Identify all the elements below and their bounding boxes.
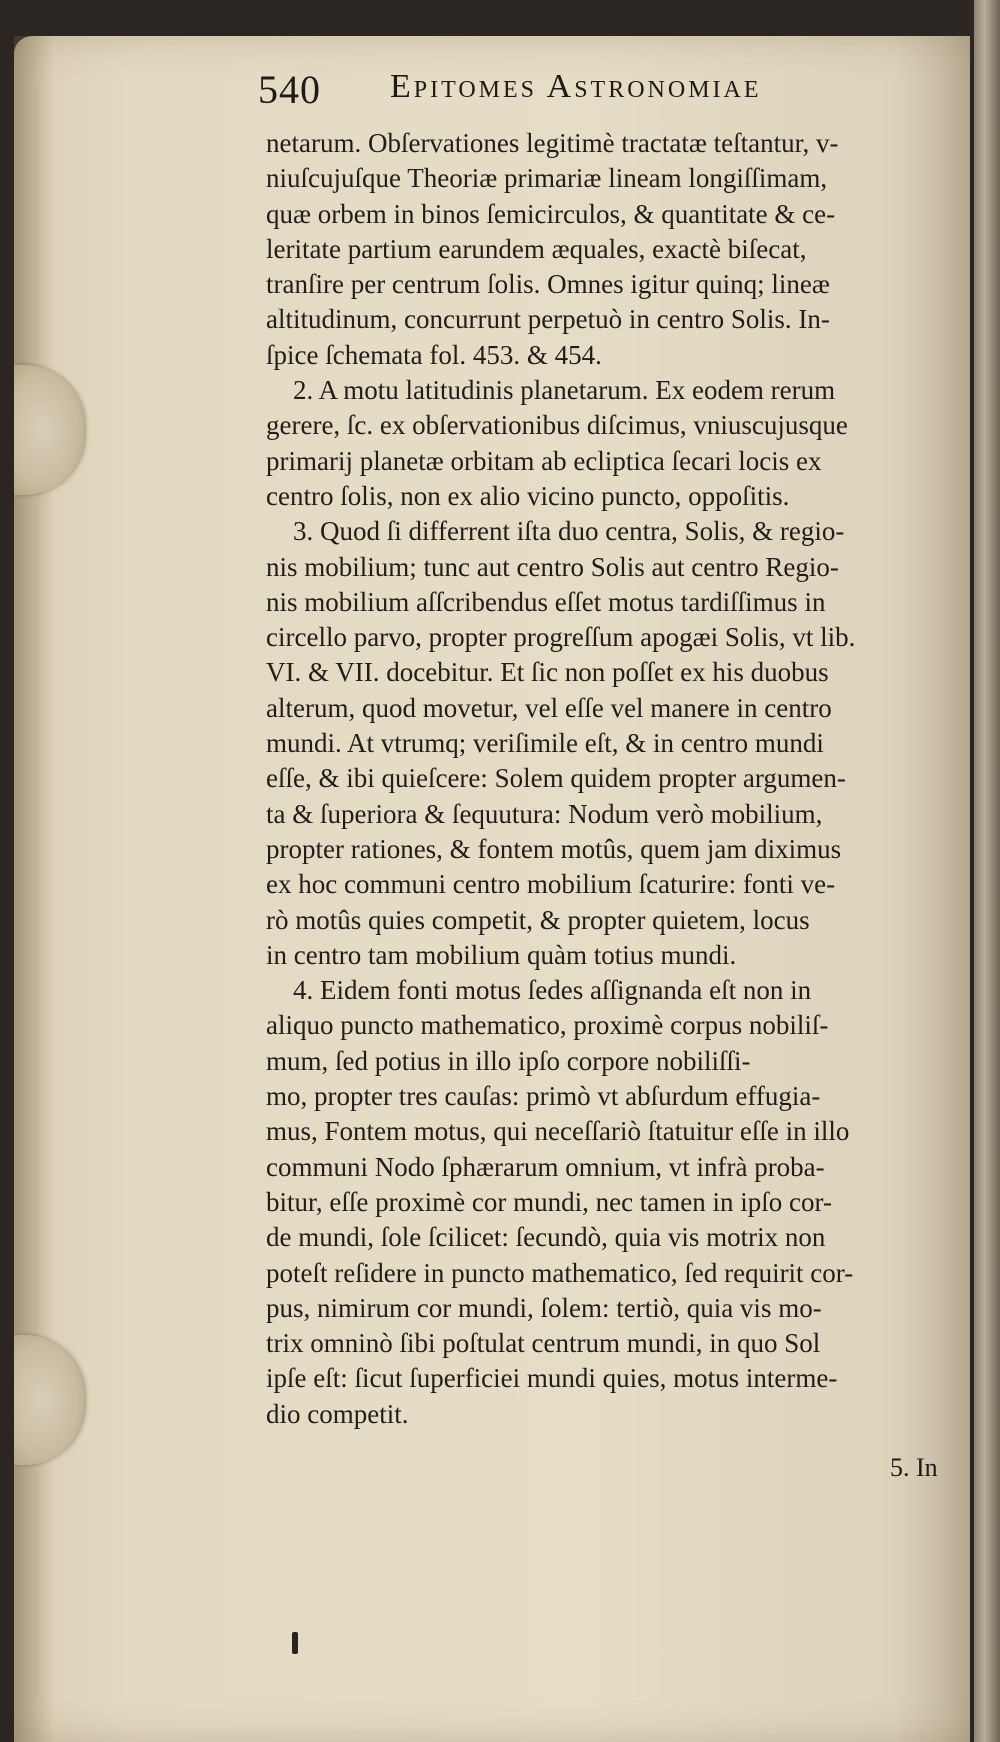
text-line: bitur, eſſe proximè cor mundi, nec tamen in ipſo cor- — [266, 1186, 832, 1217]
text-line: ex hoc communi centro mobilium ſcaturire: fonti ve- — [266, 869, 836, 900]
text-line: nis mobilium aſſcribendus eſſet motus tardiſſimus in — [266, 586, 826, 617]
text-line: VI. & VII. docebitur. Et ſic non poſſet ex his duobus — [266, 657, 829, 688]
text-line: poteſt reſidere in puncto mathematico, ſed requirit cor- — [266, 1257, 854, 1288]
text-line: pus, nimirum cor mundi, ſolem: tertiò, quia vis mo- — [266, 1292, 822, 1323]
text-line: gerere, ſc. ex obſervationibus diſcimus, vniuscujusque — [266, 410, 848, 441]
text-line: propter rationes, & fontem motûs, quem jam diximus — [266, 833, 842, 864]
page-header — [258, 66, 898, 122]
text-line: de mundi, ſole ſcilicet: ſecundò, quia vis motrix non — [266, 1222, 826, 1253]
text-line: nis mobilium; tunc aut centro Solis aut centro Regio- — [266, 551, 839, 582]
text-line: eſſe, & ibi quieſcere: Solem quidem propter argumen- — [266, 763, 846, 794]
text-line: mum, ſed potius in illo ipſo corpore nobiliſſi- — [266, 1045, 751, 1076]
text-line: communi Nodo ſphærarum omnium, vt infrà proba- — [266, 1151, 825, 1182]
text-line: alterum, quod movetur, vel eſſe vel manere in centro — [266, 692, 832, 723]
text-line: 2. A motu latitudinis planetarum. Ex eodem rerum — [266, 375, 836, 406]
text-line: altitudinum, concurrunt perpetuò in centro Solis. In- — [266, 304, 830, 335]
text-line: aliquo puncto mathematico, proximè corpus nobiliſ- — [266, 1010, 829, 1041]
text-line: primarij planetæ orbitam ab ecliptica ſecari locis ex — [266, 445, 822, 476]
text-line: leritate partium earundem æquales, exactè biſecat, — [266, 233, 807, 264]
text-line: in centro tam mobilium quàm totius mundi. — [266, 939, 737, 970]
text-line: mo, propter tres cauſas: primò vt abſurdum effugia- — [266, 1081, 821, 1112]
text-line: 4. Eidem fonti motus ſedes aſſignanda eſt non in — [266, 975, 812, 1006]
text-line: dio competit. — [266, 1398, 409, 1429]
text-line: quæ orbem in binos ſemicirculos, & quantitate & ce- — [266, 198, 836, 229]
text-line: netarum. Obſervationes legitimè tractatæ teſtantur, v- — [266, 128, 839, 158]
text-line: ta & ſuperiora & ſequutura: Nodum verò mobilium, — [266, 798, 823, 829]
text-line: circello parvo, propter progreſſum apogæi Solis, vt lib. — [266, 622, 856, 653]
page-gutter-shadow — [14, 36, 54, 1742]
text-line: niuſcujuſque Theoriæ primariæ lineam longiſſimam, — [266, 163, 828, 194]
catchword: 5. In — [890, 1453, 938, 1482]
text-line: trix omninò ſibi poſtulat centrum mundi, in quo Sol — [266, 1328, 821, 1359]
text-line: tranſire per centrum ſolis. Omnes igitur quinq; lineæ — [266, 269, 830, 300]
text-line: mundi. At vtrumq; veriſimile eſt, & in centro mundi — [266, 728, 824, 759]
text-line: ipſe eſt: ſicut ſuperficiei mundi quies, motus interme- — [266, 1363, 838, 1394]
text-line: 3. Quod ſi differrent iſta duo centra, Solis, & regio- — [266, 516, 845, 547]
adjacent-page-edge — [974, 0, 1000, 1742]
running-title: Epitomes Astronomiae — [390, 68, 762, 105]
text-line: centro ſolis, non ex alio vicino puncto, oppoſitis. — [266, 480, 790, 511]
page-number: 540 — [258, 67, 321, 112]
body-text — [266, 126, 966, 1432]
ink-mark — [292, 1632, 298, 1654]
text-line: ſpice ſchemata fol. 453. & 454. — [266, 339, 602, 370]
text-line: mus, Fontem motus, qui neceſſariò ſtatuitur eſſe in illo — [266, 1116, 850, 1147]
text-line: rò motûs quies competit, & propter quietem, locus — [266, 904, 810, 935]
